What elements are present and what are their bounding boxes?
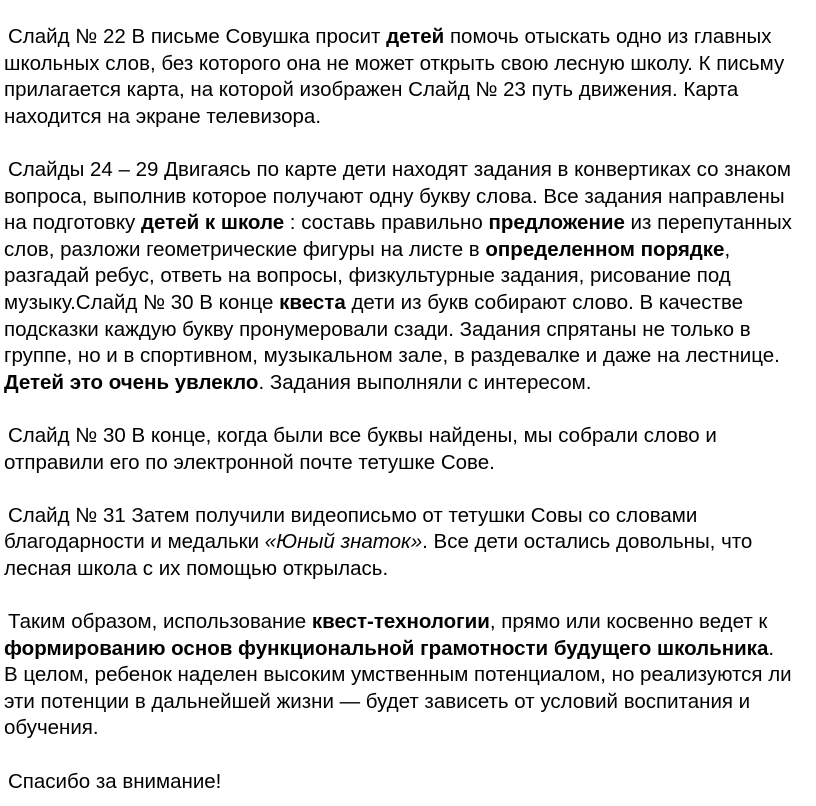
text-run: , прямо или косвенно ведет к bbox=[489, 610, 768, 634]
italic-text: «Юный знаток» bbox=[264, 530, 423, 554]
paragraph-slide-22 bbox=[4, 24, 792, 130]
paragraph-slide-31 bbox=[4, 503, 792, 583]
text-run: Слайд № 22 В письме Совушка просит bbox=[8, 25, 387, 48]
emphasis-text: определенном порядке bbox=[485, 237, 725, 261]
emphasis-text: Детей это очень увлекло bbox=[4, 370, 259, 394]
text-run: Слайд № 30 В конце, когда были все буквы найдены, мы собрали слово и отправили его по электронной почте тетушке Сове. bbox=[4, 423, 717, 474]
text-run: из перепутанных слов, разложи геометрические фигуры на листе в bbox=[4, 211, 792, 261]
paragraph-thanks bbox=[4, 769, 792, 796]
paragraph-conclusion bbox=[4, 609, 792, 742]
text-run: : составь правильно bbox=[284, 211, 489, 235]
emphasis-text: детей к школе bbox=[141, 211, 285, 235]
text-run: Таким образом, использование bbox=[8, 610, 312, 634]
emphasis-text: предложение bbox=[488, 211, 625, 235]
text-run: дети из букв собирают слово. В качестве подсказки каждую букву пронумеровали сзади. Задания спрятаны не только в группе, но и в спортивном, музыкальном зале, в раздевалке и даже на лестнице. bbox=[4, 290, 780, 368]
emphasis-text: квест-технологии bbox=[311, 610, 490, 634]
text-run: , разгадай ребус, ответь на вопросы, физкультурные задания, рисование под музыку.Слайд № 30 В конце bbox=[4, 237, 731, 314]
text-run: . Все дети остались довольны, что лесная школа с их помощью открылась. bbox=[4, 530, 753, 580]
paragraph-slide-30 bbox=[4, 423, 792, 476]
paragraph-slides-24-29 bbox=[4, 157, 792, 396]
text-run: Слайд № 31 Затем получили видеописьмо от тетушки Совы со словами благодарности и медальки bbox=[4, 503, 698, 554]
text-run: помочь отыскать одно из главных школьных слов, без которого она не может открыть свою лесную школу. К письму прилагается карта, на которой изображен Слайд № 23 путь движения. Карта находится на экране телевизора. bbox=[4, 25, 785, 128]
text-run: . В целом, ребенок наделен высоким умственным потенциалом, но реализуются ли эти потенции в дальнейшей жизни — будет зависеть от условий воспитания и обучения. bbox=[4, 636, 792, 740]
text-run: . Задания выполняли с интересом. bbox=[258, 370, 592, 394]
text-run: Слайды 24 – 29 Двигаясь по карте дети находят задания в конвертиках со знаком вопроса, выполнив которое получают одну букву слова. Все задания направлены на подготовку bbox=[4, 157, 792, 235]
emphasis-text: формированию основ функциональной грамотности будущего школьника bbox=[4, 636, 769, 660]
text-run: Спасибо за внимание! bbox=[8, 769, 222, 793]
emphasis-text: детей bbox=[386, 25, 445, 48]
emphasis-text: квеста bbox=[279, 290, 346, 314]
